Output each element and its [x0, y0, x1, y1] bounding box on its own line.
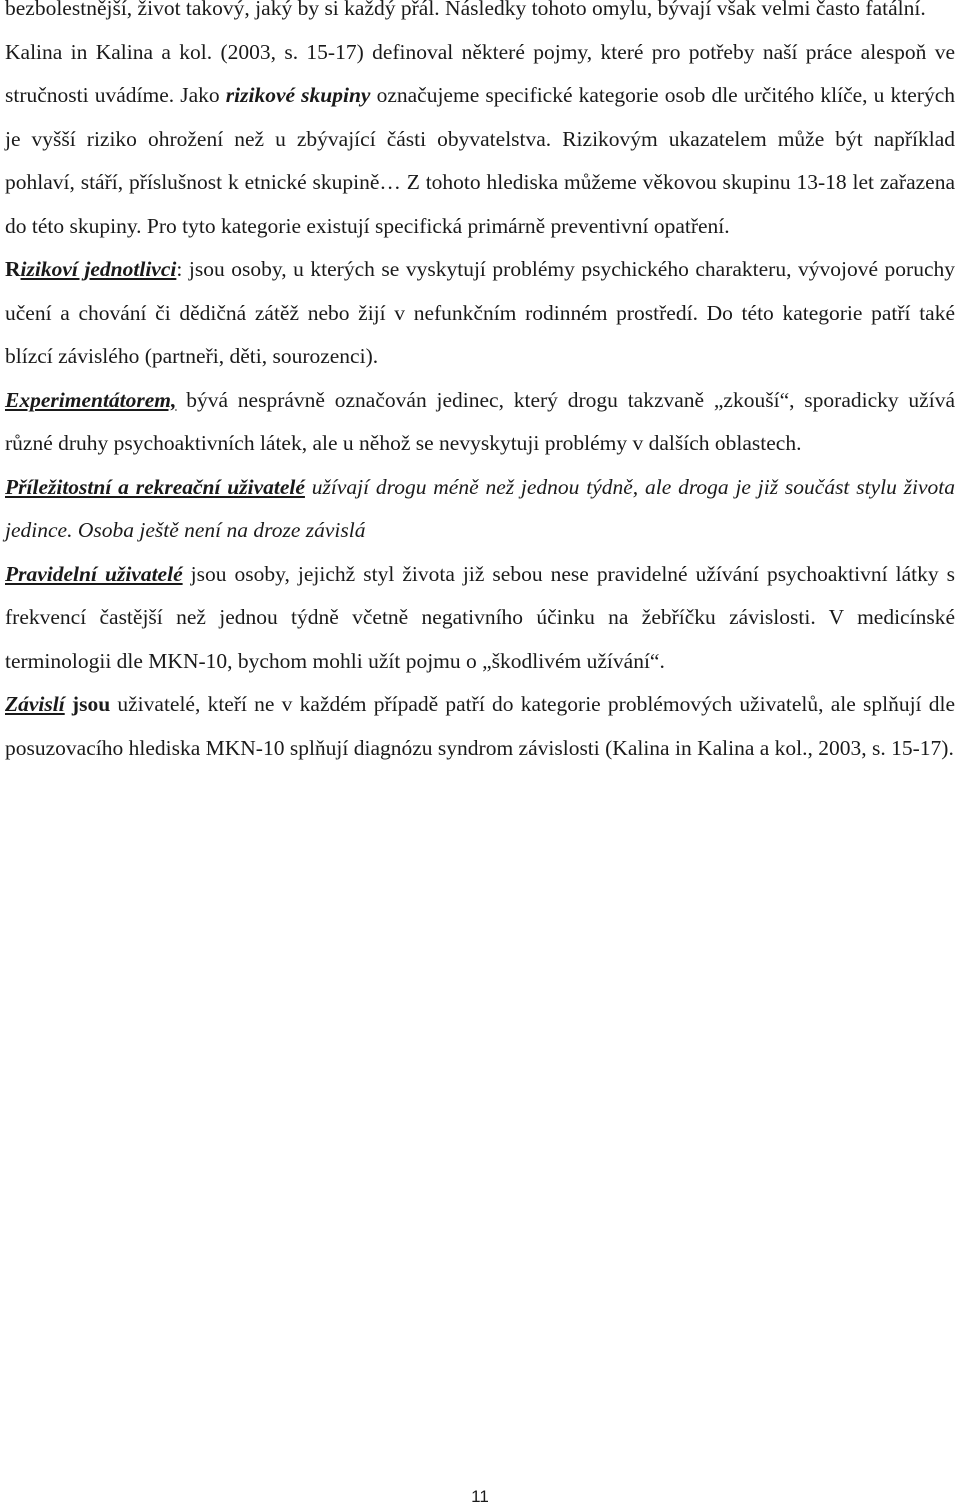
- term-initial: R: [5, 257, 21, 281]
- paragraph-occasional-users: [5, 466, 955, 553]
- paragraph-regular-users: [5, 553, 955, 684]
- paragraph-text: uživatelé, kteří ne v každém případě patří do kategorie problémových uživatelů, ale splňují dle posuzovacího hlediska MKN-10 splňují diagnózu syndrom závislosti (Kalina in Kalina a kol., 2003, s. 15-17).: [5, 692, 956, 760]
- paragraph-text: bezbolestnější, život takový, jaký by si každý přál. Následky tohoto omylu, bývají však velmi často fatální.: [5, 0, 926, 20]
- paragraph-dependent-users: [5, 683, 955, 770]
- paragraph-risk-individuals: [5, 248, 955, 379]
- term-occasional-users: Příležitostní a rekreační uživatelé: [5, 474, 305, 499]
- term-regular-users: Pravidelní uživatelé: [5, 561, 183, 586]
- term-risk-groups: rizikové skupiny: [225, 83, 371, 107]
- term-are: jsou: [64, 692, 111, 716]
- paragraph-text: bývá nesprávně označován jedinec, který drogu takzvaně „zkouší“, sporadicky užívá různé druhy psychoaktivních látek, ale u něhož se nevyskytuji problémy v dalších oblastech.: [5, 387, 955, 455]
- paragraph-text: označujeme specifické kategorie osob dle určitého klíče, u kterých je vyšší riziko ohrožení než u zbývající části obyvatelstva. Rizikovým ukazatelem může být například pohlaví, stáří, příslušnost k etnické skupině… Z tohoto hlediska můžeme věkovou skupinu 13-18 let zařazena do této skupiny. Pro tyto kategorie existují specifická primárně preventivní opatření.: [5, 83, 955, 238]
- paragraph-experimenter: [5, 379, 955, 466]
- paragraph-continuation: [5, 0, 955, 31]
- paragraph-text: jsou osoby, jejichž styl života již sebou nese pravidelné užívání psychoaktivní látky s frekvencí častější než jednou týdně včetně negativního účinku na žebříčku závislosti. V medicínské terminologii dle MKN-10, bychom mohli užít pojmu o „škodlivém užívání“.: [5, 561, 955, 673]
- term-experimenter: Experimentátorem,: [5, 387, 177, 412]
- page-number: 11: [471, 1487, 489, 1506]
- paragraph-risk-groups: [5, 31, 955, 249]
- paragraph-text: Kalina in Kalina a kol. (2003, s. 15-17) definoval některé pojmy, které pro potřeby naší práce alespoň ve stručnosti uvádíme. Jako: [5, 39, 955, 107]
- document-page: [5, 0, 955, 1509]
- paragraph-text: : jsou osoby, u kterých se vyskytují problémy psychického charakteru, vývojové poruchy učení a chování či dědičná zátěž nebo žijí v nefunkčním rodinném prostředí. Do této kategorie patří také blízcí závislého (partneři, děti, sourozenci).: [5, 257, 955, 368]
- document-body: [5, 0, 955, 770]
- paragraph-text: užívají drogu méně než jednou týdně, ale droga je již součást stylu života jedince. Osoba ještě není na droze závislá: [5, 474, 955, 542]
- term-dependent: Závislí: [5, 692, 65, 716]
- term-risk-individuals: izikoví jednotlivci: [20, 257, 177, 281]
